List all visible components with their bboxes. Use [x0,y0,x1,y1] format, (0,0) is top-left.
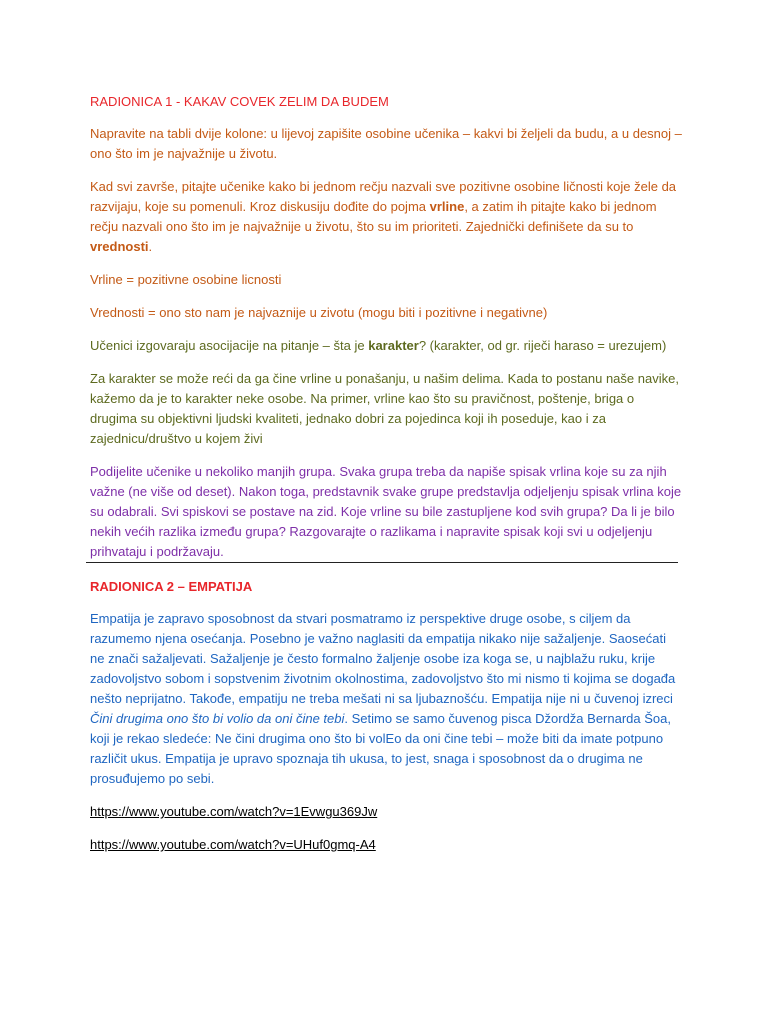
section1-paragraph-discussion [90,177,682,257]
text-run: ? (karakter, od gr. riječi haraso = urezujem) [418,338,667,353]
text-run: Kad svi završe, pitajte učenike kako bi jednom rečju nazvali sve pozitivne osobine ličnosti koje žele da razvijaju, koje su pomenuli. Kroz diskusiju dođite do pojma [90,179,677,214]
section1-paragraph-groups: Podijelite učenike u nekoliko manjih grupa. Svaka grupa treba da napiše spisak vrlina koje su za njih važne (ne više od deset). Nakon toga, predstavnik svake grupe predstavlja odjeljenju spisak vrlina koje su odabrali. Svi spiskovi se postave na zid. Koje vrline su bile zastupljene kod svih grupa? Da li je bilo nekih većih razlika između grupa? Razgovarajte o razlikama i napravite spisak koji svi u odjeljenju prihvataju i podržavaju. [90,464,682,559]
text-run: , a zatim ih pitajte kako bi jednom rečju nazvali ono što im je najvažnije u životu, što su im prioriteti. Zajednički definišete da su to [90,199,657,234]
definition-vrline: Vrline = pozitivne osobine licnosti [90,272,282,287]
text-run: Učenici izgovaraju asocijacije na pitanje – šta je [90,338,369,353]
document-content [90,92,682,868]
term-vrline: vrline [429,199,465,214]
section1-paragraph-karakter-question [90,336,682,356]
text-run: Empatija je zapravo sposobnost da stvari posmatramo iz perspektive druge osobe, s ciljem da razumemo njena osećanja. Posebno je važno naglasiti da empatija nikako nije sažaljenje. Saosećati ne znači sažaljevati. Sažaljenje je često formalno žaljenje osobe iza koga se, u najblažu ruku, krije zadovoljstvo sobom i sopstvenim životnim okolnostima, zadovoljstvo što mi nismo ti kojima se događa nešto neprijatno. Takođe, empatiju ne treba mešati ni sa ljubaznošću. Empatija nije ni u čuvenoj izreci [90,611,676,706]
youtube-link-1[interactable]: https://www.youtube.com/watch?v=1Evwgu369Jw [90,804,378,819]
link-paragraph-2 [90,835,682,855]
definition-vrednosti: Vrednosti = ono sto nam je najvaznije u zivotu (mogu biti i pozitivne i negativne) [90,305,548,320]
section1-title: RADIONICA 1 - KAKAV COVEK ZELIM DA BUDEM [90,94,389,109]
section2-paragraph-empatija [90,609,682,789]
youtube-link-2[interactable]: https://www.youtube.com/watch?v=UHuf0gmq-A4 [90,837,376,852]
section1-paragraph-karakter-definition: Za karakter se može reći da ga čine vrline u ponašanju, u našim delima. Kada to postanu naše navike, kažemo da je to karakter neke osobe. Na primer, vrline kao što su pravičnost, poštenje, briga o drugima su objektivni ljudski kvaliteti, jednako dobri za pojedinca koji ih poseduje, kao i za zajednicu/društvo u kojem živi [90,371,679,446]
section-divider [86,562,678,563]
quote-saying: Čini drugima ono što bi volio da oni čine tebi [90,711,345,726]
section1-paragraph-columns: Napravite na tabli dvije kolone: u lijevoj zapišite osobine učenika – kakvi bi željeli da budu, a u desnoj – ono što im je najvažnije u životu. [90,126,682,161]
term-vrednosti: vrednosti [90,239,149,254]
term-karakter: karakter [368,338,419,353]
text-run: . [148,239,153,254]
text-run: . Setimo se samo čuvenog pisca Džordža Bernarda Šoa, koji je rekao sledeće: Ne čini drugima ono što bi volEo da oni čine tebi – može biti da imate potpuno različit ukus. Empatija je upravo spoznaja tih ukusa, to jest, snaga i sposobnost da o drugima ne prosuđujemo po sebi. [90,711,671,786]
link-paragraph-1 [90,802,682,822]
section2-title: RADIONICA 2 – EMPATIJA [90,579,253,594]
